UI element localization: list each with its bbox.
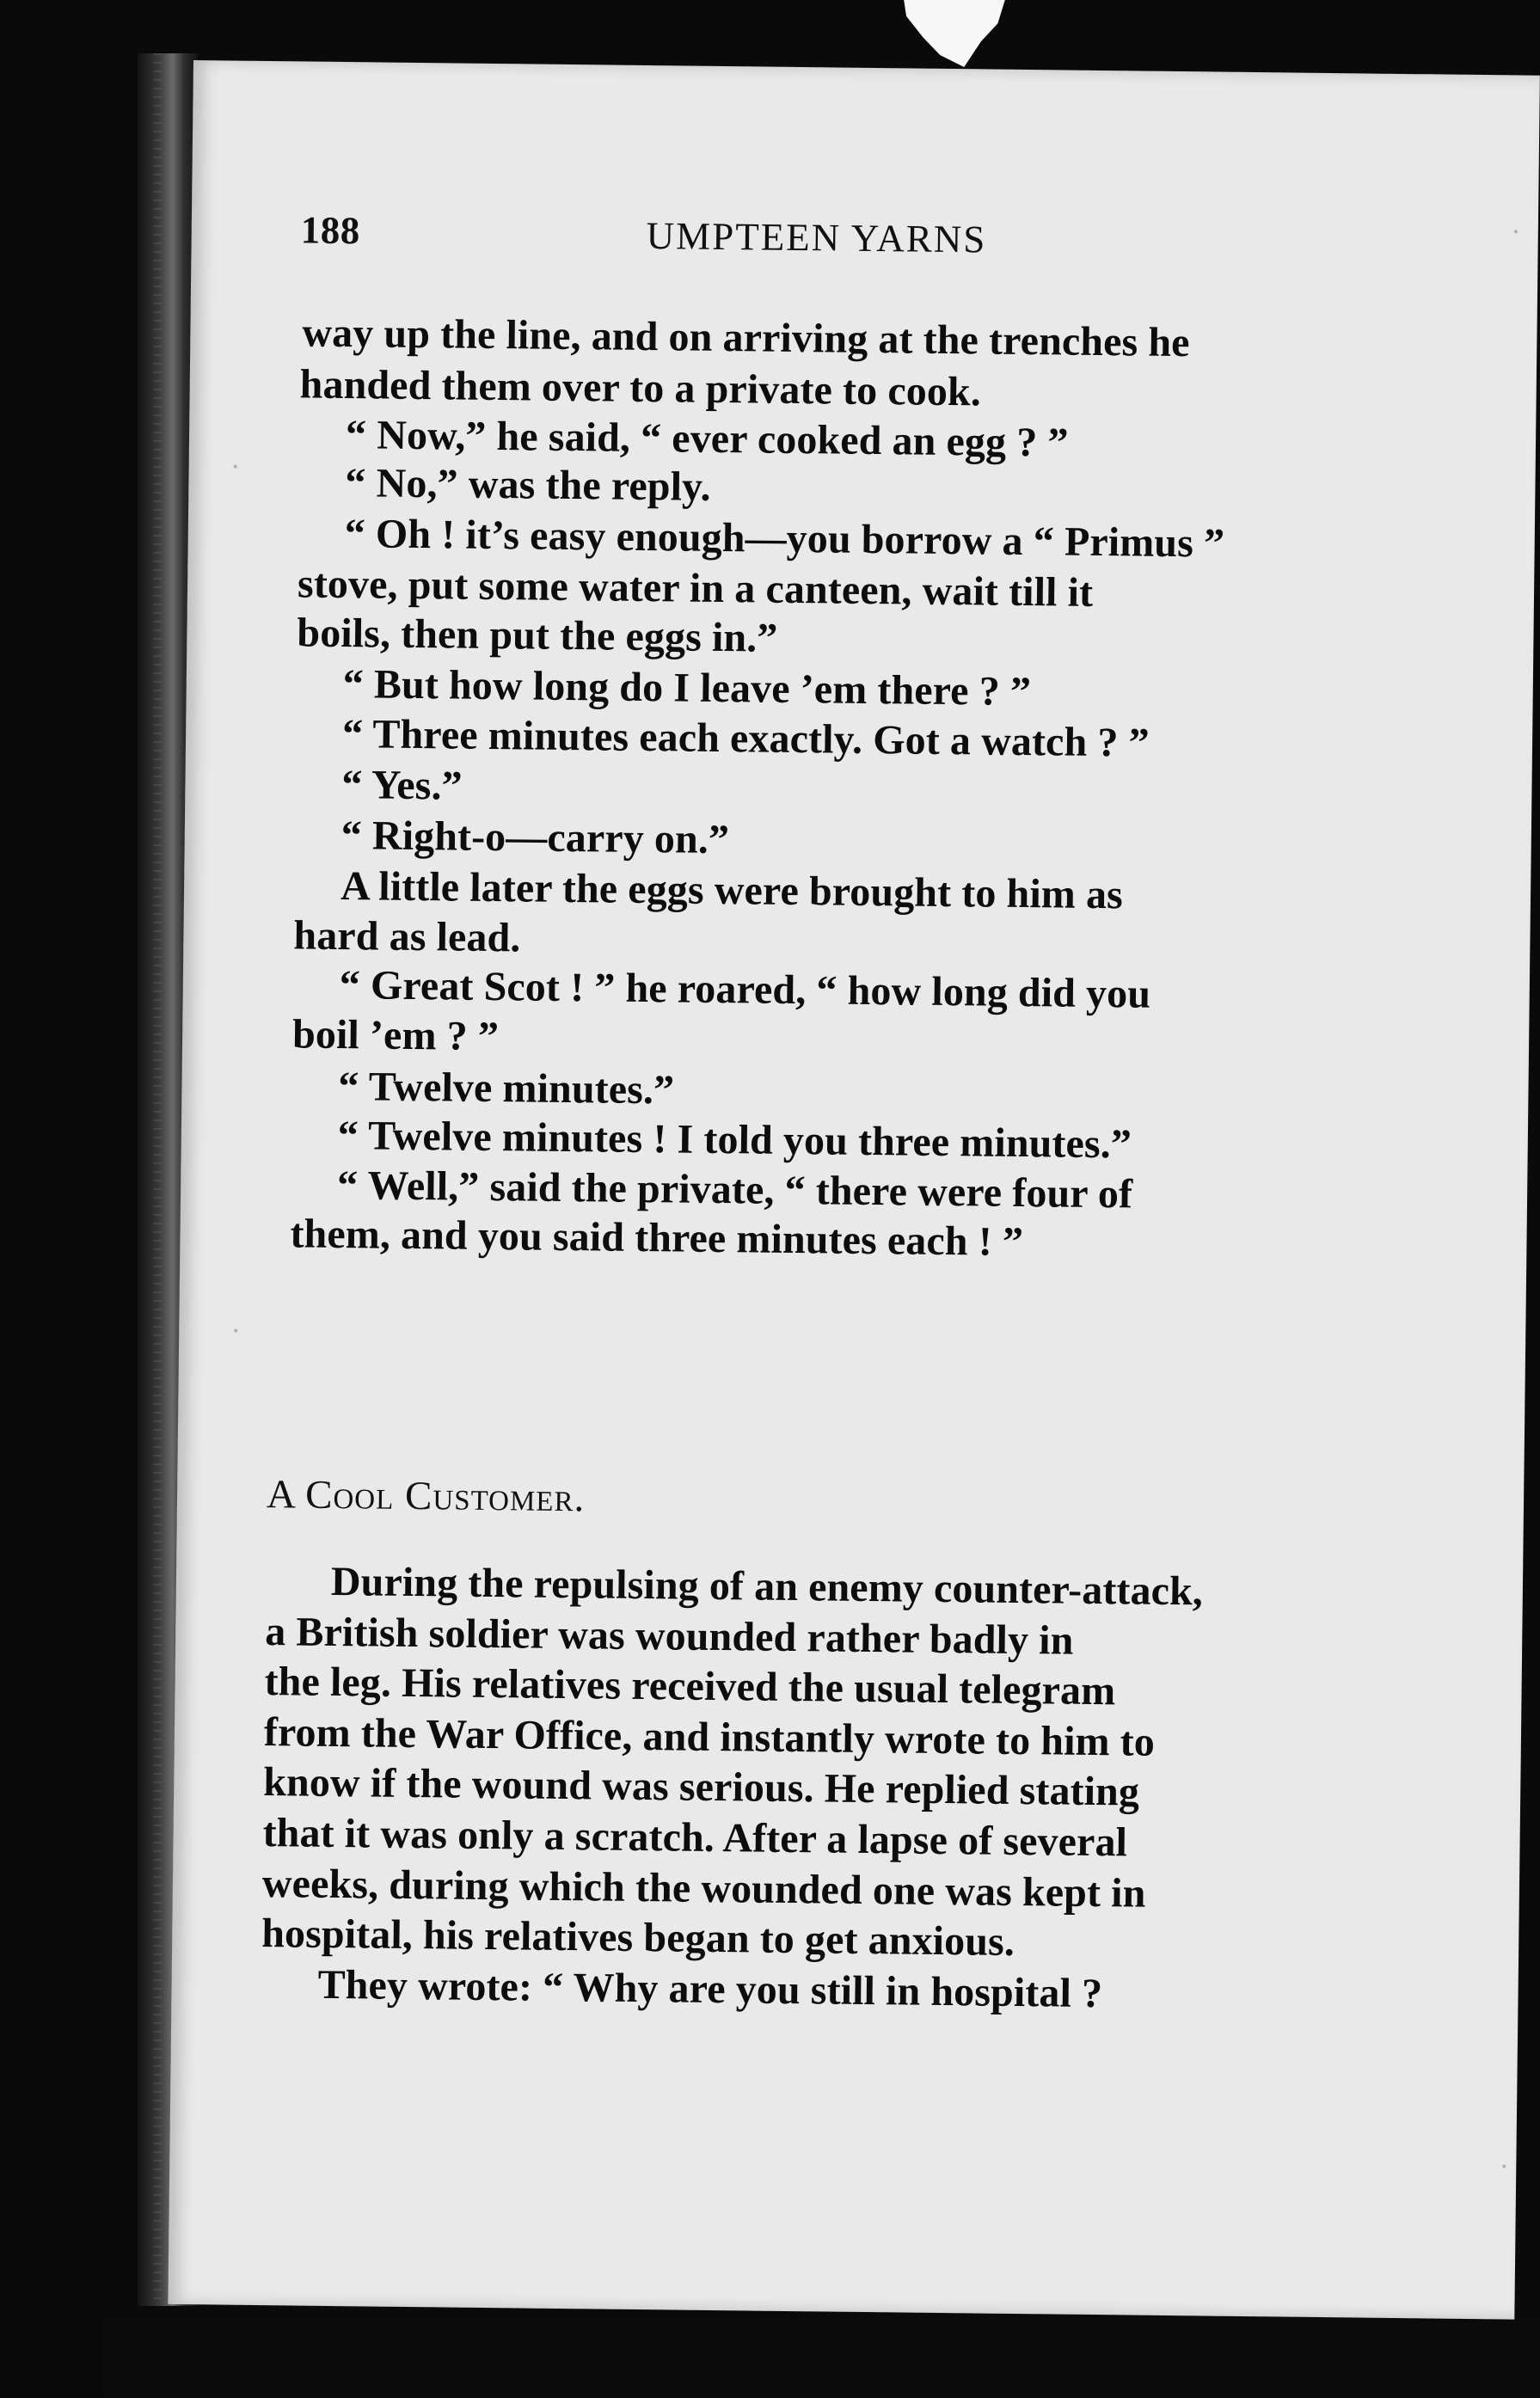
paper-speckle (1502, 2164, 1506, 2168)
running-title: UMPTEEN YARNS (646, 213, 987, 261)
section-line-5: know if the wound was serious. He replied stating (262, 1759, 1140, 1815)
body-line-11: “ Right-o—carry on.” (341, 813, 730, 863)
section-line-2: a British soldier was wounded rather badly in (264, 1609, 1074, 1664)
body-line-9: “ Three minutes each exactly. Got a watch ? ” (341, 711, 1150, 766)
section-line-7: weeks, during which the wounded one was kept in (261, 1861, 1146, 1917)
body-line-1: way up the line, and on arriving at the trenches he (302, 310, 1190, 366)
paper-speckle (234, 1329, 237, 1333)
body-line-3: “ Now,” he said, “ ever cooked an egg ? ” (345, 412, 1069, 466)
body-line-5: “ Oh ! it’s easy enough—you borrow a “ Primus ” (344, 511, 1225, 567)
body-line-18: “ Well,” said the private, “ there were four of (336, 1162, 1133, 1217)
body-line-8: “ But how long do I leave ’em there ? ” (342, 661, 1032, 715)
section-line-8: hospital, his relatives began to get anxious. (261, 1910, 1015, 1965)
section-heading (267, 1471, 586, 1521)
body-line-16: “ Twelve minutes.” (338, 1063, 675, 1113)
bottom-scan-shadow (103, 2321, 1540, 2398)
page-number: 188 (300, 208, 361, 253)
body-line-15: boil ’em ? ” (291, 1011, 500, 1060)
section-line-4: from the War Office, and instantly wrote to him to (263, 1709, 1156, 1765)
section-line-1: During the repulsing of an enemy counter-attack, (330, 1558, 1204, 1615)
section-heading-text: A Cool Customer. (266, 1472, 586, 1521)
body-line-6: stove, put some water in a canteen, wait till it (297, 561, 1094, 616)
page-header (300, 207, 1161, 277)
section-line-6: that it was only a scratch. After a lapse of several (262, 1810, 1128, 1866)
body-line-7: boils, then put the eggs in.” (297, 610, 778, 661)
section-line-9: They wrote: “ Why are you still in hospital ? (317, 1961, 1103, 2017)
body-line-2: handed them over to a private to cook. (299, 361, 982, 415)
paper-speckle (1514, 230, 1518, 233)
body-line-19: them, and you said three minutes each ! ” (290, 1211, 1024, 1266)
body-line-4: “ No,” was the reply. (345, 460, 711, 510)
section-line-3: the leg. His relatives received the usual telegram (264, 1659, 1116, 1714)
body-line-13: hard as lead. (293, 912, 521, 961)
body-line-10: “ Yes.” (341, 762, 463, 809)
body-line-17: “ Twelve minutes ! I told you three minutes.” (337, 1112, 1132, 1168)
paper-speckle (234, 465, 237, 469)
body-line-12: A little later the eggs were brought to him as (340, 863, 1124, 918)
body-line-14: “ Great Scot ! ” he roared, “ how long did you (339, 961, 1151, 1017)
book-page (168, 60, 1540, 2320)
